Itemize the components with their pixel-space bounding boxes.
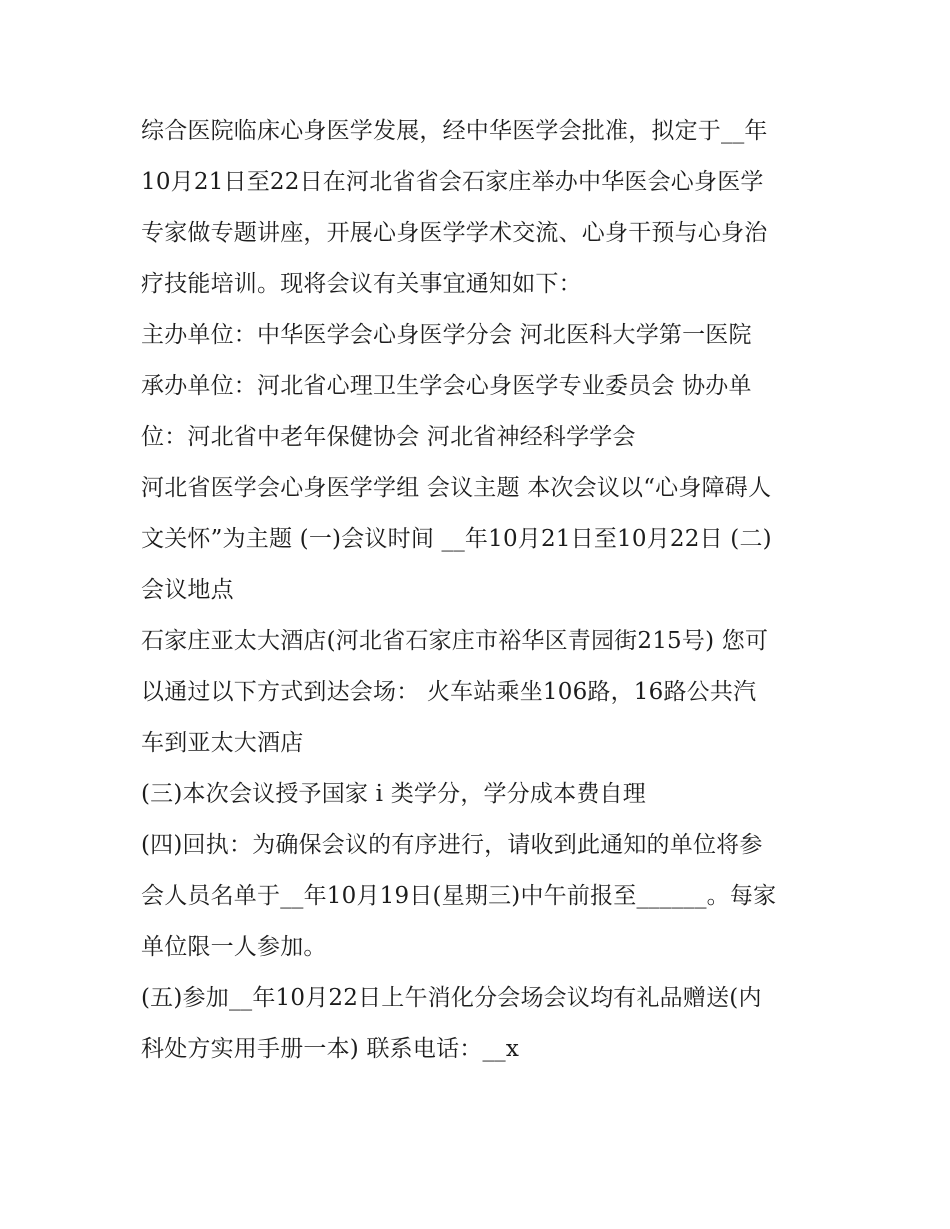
- document-body: [141, 106, 821, 1075]
- text-line: (五)参加__年10月22日上午消化分会场会议均有礼品赠送(内: [141, 985, 762, 1011]
- text-line: (四)回执：为确保会议的有序进行，请收到此通知的单位将参: [141, 832, 763, 858]
- text-line: (三)本次会议授予国家 i 类学分，学分成本费自理: [141, 781, 646, 807]
- text-line: 10月21日至22日在河北省省会石家庄举办中华医会心身医学: [141, 169, 764, 195]
- text-line: 河北省医学会心身医学学组 会议主题 本次会议以“心身障碍人: [141, 475, 772, 501]
- text-line: 位：河北省中老年保健协会 河北省神经科学学会: [141, 424, 636, 450]
- text-line: 石家庄亚太大酒店(河北省石家庄市裕华区青园街215号) 您可: [141, 628, 769, 654]
- text-line: 综合医院临床心身医学发展，经中华医学会批准，拟定于__年: [141, 118, 768, 144]
- text-line: 专家做专题讲座，开展心身医学学术交流、心身干预与心身治: [141, 220, 768, 246]
- text-line: 车到亚太大酒店: [141, 730, 304, 756]
- text-line: 主办单位：中华医学会心身医学分会 河北医科大学第一医院: [141, 322, 752, 348]
- text-line: 文关怀”为主题 (一)会议时间 __年10月21日至10月22日 (二): [141, 526, 772, 552]
- text-line: 单位限一人参加。: [141, 934, 327, 960]
- text-line: 疗技能培训。现将会议有关事宜通知如下：: [141, 271, 582, 297]
- text-line: 科处方实用手册一本) 联系电话：__x: [141, 1036, 520, 1062]
- text-line: 会人员名单于__年10月19日(星期三)中午前报至______。每家: [141, 883, 777, 909]
- text-line: 承办单位：河北省心理卫生学会心身医学专业委员会 协办单: [141, 373, 752, 399]
- text-line: 会议地点: [141, 577, 234, 603]
- text-line: 以通过以下方式到达会场： 火车站乘坐106路，16路公共汽: [141, 679, 757, 705]
